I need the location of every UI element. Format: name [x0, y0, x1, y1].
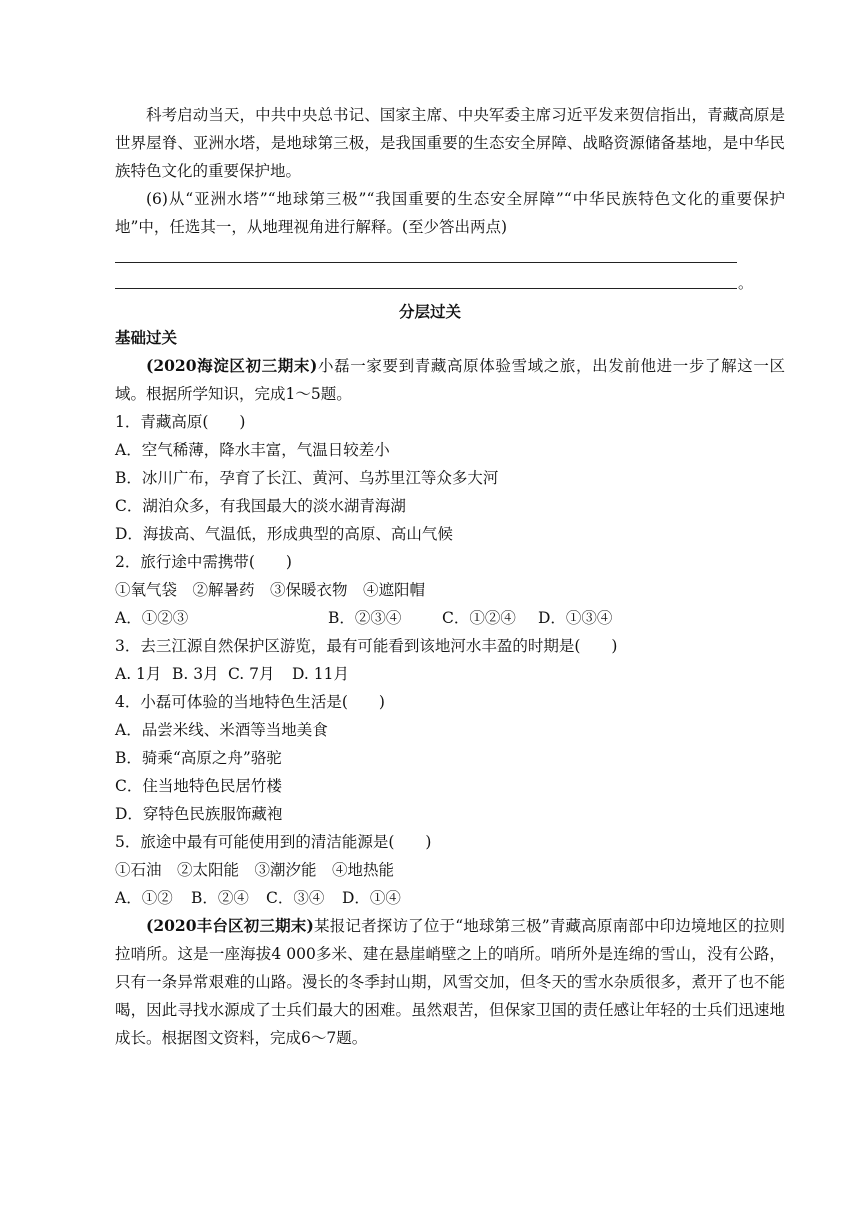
question-3-option-b: B. 3月: [172, 665, 219, 683]
question-5-option-c: C．③④: [266, 889, 325, 907]
intro-paragraph: 科考启动当天，中共中央总书记、国家主席、中央军委主席习近平发来贺信指出，青藏高原是世界屋脊、亚洲水塔，是地球第三极，是我国重要的生态安全屏障、战略资源储备基地，是中华民族特色文化的重要保护地。: [115, 106, 785, 180]
question-4-stem: 4．小磊可体验的当地特色生活是( ): [115, 693, 385, 711]
question-3-option-a: A. 1月: [115, 665, 162, 683]
question-1-stem: 1．青藏高原( ): [115, 413, 246, 431]
question-2-option-a: A．①②③: [115, 609, 189, 627]
question-4-option-c: C．住当地特色民居竹楼: [115, 777, 282, 795]
group1-text: 小磊一家要到青藏高原体验雪域之旅，出发前他进一步了解这一区域。根据所学知识，完成1～5题。: [115, 357, 785, 403]
question-2-items: ①氧气袋 ②解暑药 ③保暖衣物 ④遮阳帽: [115, 581, 426, 599]
group1-source: (2020海淀区初三期末): [146, 356, 318, 375]
group2-text: 某报记者探访了位于“地球第三极”青藏高原南部中印边境地区的拉则拉哨所。这是一座海拔4 000多米、建在悬崖峭壁之上的哨所。哨所外是连绵的雪山，没有公路，只有一条异常艰难的山路。漫长的冬季封山期，风雪交加，但冬天的雪水杂质很多，煮开了也不能喝，因此寻找水源成了士兵们最大的困难。虽然艰苦，但保家卫国的责任感让年轻的士兵们迅速地成长。根据图文资料，完成6～7题。: [115, 917, 785, 1047]
question-2: [115, 548, 785, 632]
question-5-options: [115, 884, 785, 912]
group2-source: (2020丰台区初三期末): [146, 916, 314, 935]
question-1-option-a: A．空气稀薄，降水丰富，气温日较差小: [115, 441, 390, 459]
question-4-option-d: D．穿特色民族服饰藏袍: [115, 805, 283, 823]
question-3-option-d: D. 11月: [292, 665, 349, 683]
question-5-stem: 5．旅途中最有可能使用到的清洁能源是( ): [115, 833, 432, 851]
question-2-option-b: B．②③④: [328, 609, 402, 627]
question-1-option-d: D．海拔高、气温低，形成典型的高原、高山气候: [115, 525, 453, 543]
question-3-options: [115, 660, 785, 688]
question-1-option-c: C．湖泊众多，有我国最大的淡水湖青海湖: [115, 497, 406, 515]
question-2-stem: 2．旅行途中需携带( ): [115, 553, 292, 571]
question-5-items: ①石油 ②太阳能 ③潮汐能 ④地热能: [115, 861, 395, 879]
answer-line-1: [115, 262, 737, 263]
question-4-option-b: B．骑乘“高原之舟”骆驼: [115, 749, 282, 767]
question-2-option-d: D．①③④: [538, 609, 613, 627]
question-4-option-a: A．品尝米线、米酒等当地美食: [115, 721, 328, 739]
question-5: [115, 828, 785, 912]
group2-intro: [115, 912, 785, 1052]
group1-intro: [115, 352, 785, 408]
question-1: [115, 408, 785, 548]
question-5-option-d: D．①④: [342, 889, 401, 907]
question-2-options: [115, 604, 785, 632]
answer-end-mark: 。: [738, 274, 754, 292]
question-6: (6)从“亚洲水塔”“地球第三极”“我国重要的生态安全屏障”“中华民族特色文化的重要保护地”中，任选其一，从地理视角进行解释。(至少答出两点): [115, 190, 785, 236]
question-3: [115, 632, 785, 688]
question-5-option-a: A．①②: [115, 889, 173, 907]
question-4: [115, 688, 785, 828]
question-1-option-b: B．冰川广布，孕育了长江、黄河、乌苏里江等众多大河: [115, 469, 499, 487]
question-2-option-c: C．①②④: [442, 609, 516, 627]
section-title: 分层过关: [398, 302, 461, 321]
question-3-stem: 3．去三江源自然保护区游览，最有可能看到该地河水丰盈的时期是( ): [115, 637, 618, 655]
answer-line-2: [115, 288, 737, 289]
question-3-option-c: C. 7月: [228, 665, 275, 683]
question-5-option-b: B．②④: [191, 889, 249, 907]
section-subtitle: 基础过关: [115, 328, 178, 347]
